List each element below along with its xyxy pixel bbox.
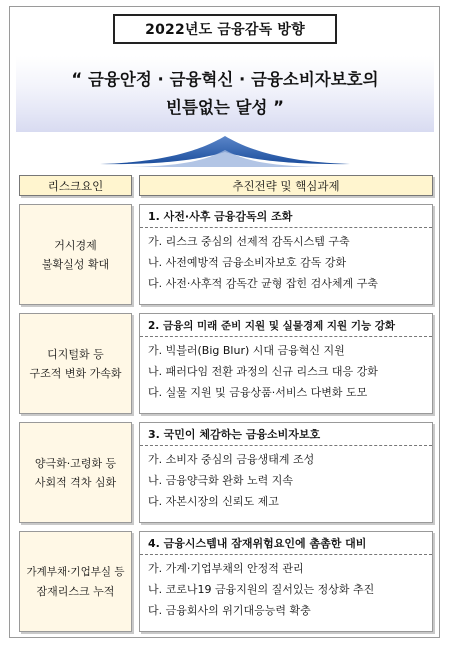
task-2-a: 가. 빅블러(Big Blur) 시대 금융혁신 지원 — [148, 343, 345, 357]
strategy-1-title: 1. 사전·사후 금융감독의 조화 — [140, 205, 432, 228]
strategy-box-4 — [139, 531, 433, 632]
task-3-c: 다. 자본시장의 신뢰도 제고 — [148, 494, 279, 508]
risk-box-3 — [19, 422, 132, 523]
strategy-header — [139, 175, 433, 196]
slogan-line-2: 빈틈없는 달성 ” — [166, 98, 284, 117]
risk-3-line-2: 사회적 격차 심화 — [34, 475, 117, 489]
slogan-line-1: “ 금융안정 · 금융혁신 · 금융소비자보호의 — [71, 70, 379, 89]
strategy-box-3 — [139, 422, 433, 523]
risk-4-line-1: 가계부채·기업부실 등 — [26, 565, 125, 578]
strategy-3-title: 3. 국민이 체감하는 금융소비자보호 — [140, 423, 432, 446]
risk-box-1 — [19, 204, 132, 305]
task-4-b: 나. 코로나19 금융지원의 질서있는 정상화 추진 — [148, 582, 375, 596]
task-2-c: 다. 실물 지원 및 금융상품·서비스 다변화 도모 — [148, 385, 368, 399]
strategy-2-title: 2. 금융의 미래 준비 지원 및 실물경제 지원 기능 강화 — [140, 314, 432, 337]
document-title — [113, 14, 337, 44]
task-1-a: 가. 리스크 중심의 선제적 감독시스템 구축 — [148, 234, 350, 248]
strategy-header-label: 추진전략 및 핵심과제 — [232, 178, 340, 193]
task-1-b: 나. 사전예방적 금융소비자보호 감독 강화 — [148, 255, 347, 269]
task-1-c: 다. 사전·사후적 감독간 균형 잡힌 검사체계 구축 — [148, 276, 378, 290]
risk-2-line-2: 구조적 변화 가속화 — [29, 366, 122, 380]
strategy-box-1 — [139, 204, 433, 305]
risk-box-2 — [19, 313, 132, 414]
strategy-4-title: 4. 금융시스템내 잠재위험요인에 촘촘한 대비 — [140, 532, 432, 555]
risk-1-line-1: 거시경제 — [54, 238, 97, 252]
risk-4-line-2: 잠재리스크 누적 — [36, 584, 115, 598]
title-text: 2022년도 금융감독 방향 — [145, 22, 305, 38]
strategy-box-2 — [139, 313, 433, 414]
task-4-a: 가. 가계·기업부채의 안정적 관리 — [148, 561, 304, 575]
risk-3-line-1: 양극화·고령화 등 — [34, 456, 117, 470]
risk-2-line-1: 디지털화 등 — [47, 347, 104, 361]
risk-1-line-2: 불확실성 확대 — [41, 257, 110, 271]
risk-factor-header-label: 리스크요인 — [47, 178, 104, 193]
task-3-b: 나. 금융양극화 완화 노력 지속 — [148, 473, 293, 487]
wave-arrow-graphic — [100, 134, 350, 168]
risk-factor-header — [19, 175, 132, 196]
task-2-b: 나. 패러다임 전환 과정의 신규 리스크 대응 강화 — [148, 364, 378, 378]
task-4-c: 다. 금융회사의 위기대응능력 확충 — [148, 603, 311, 617]
task-3-a: 가. 소비자 중심의 금융생태계 조성 — [148, 452, 315, 466]
risk-box-4 — [19, 531, 132, 632]
